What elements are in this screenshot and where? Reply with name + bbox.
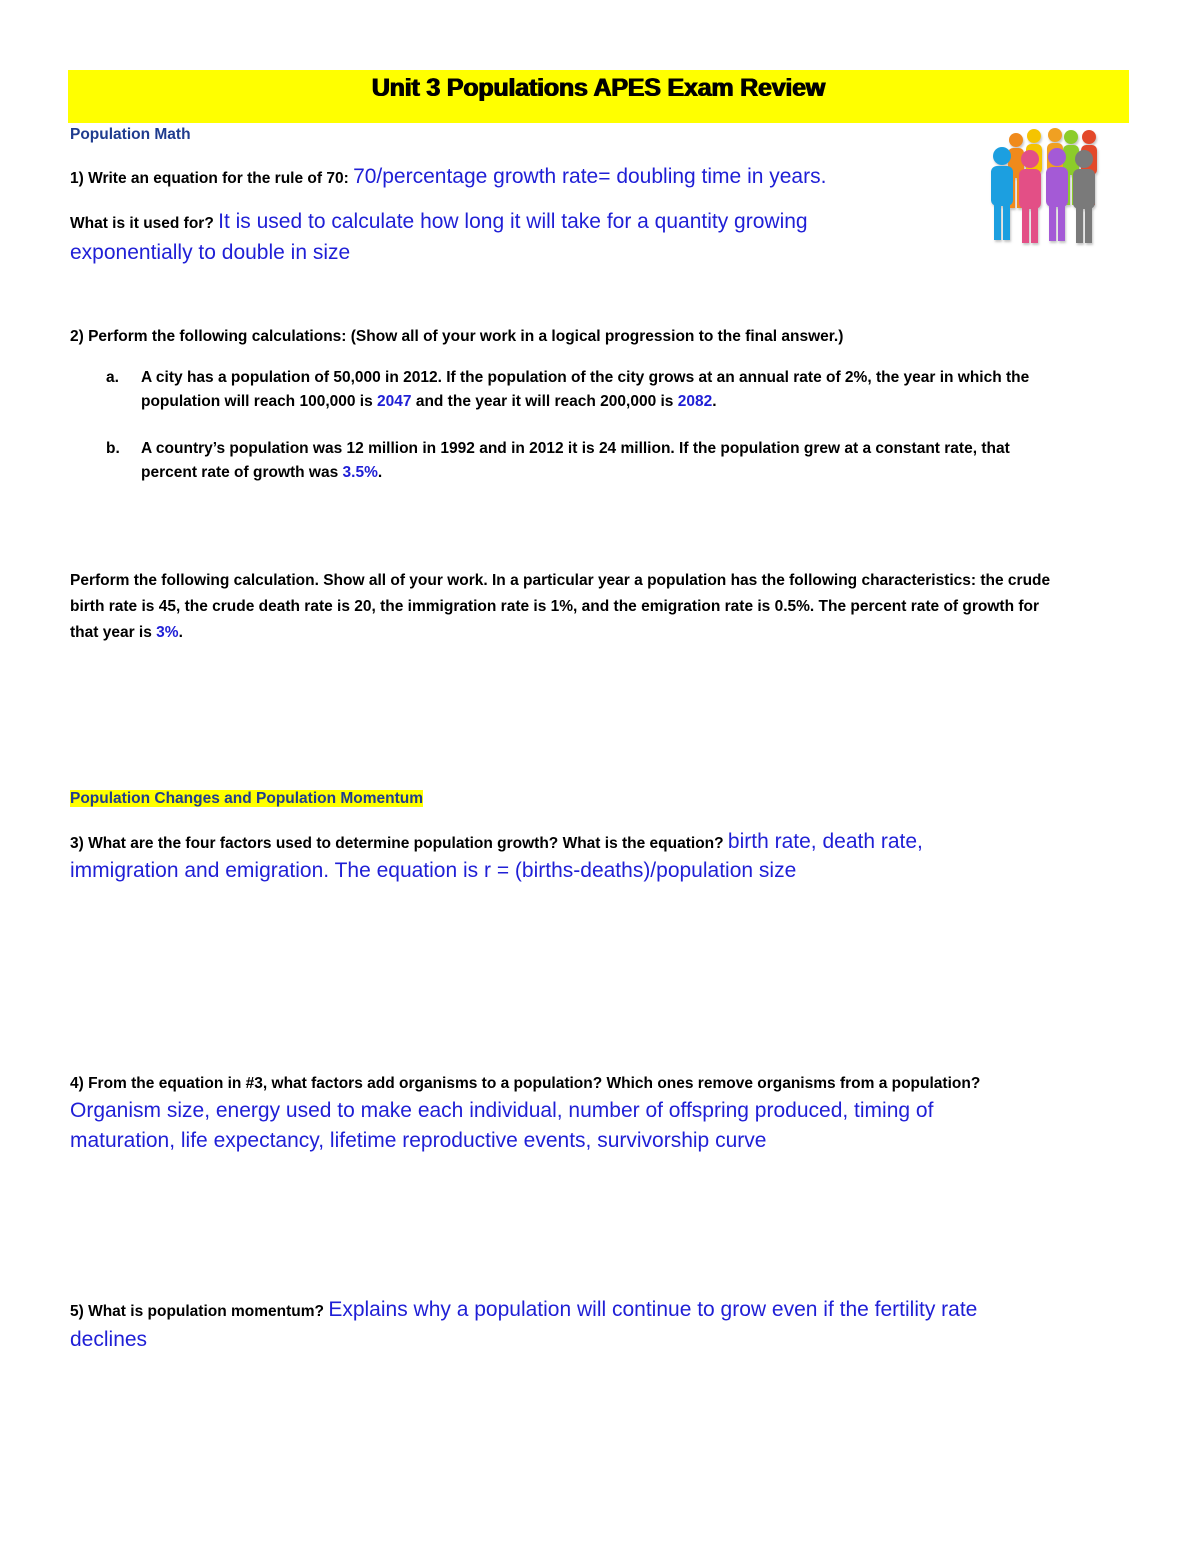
question-4: 4) From the equation in #3, what factors add organisms to a population? Which ones remove organisms from a population? [70,1075,981,1092]
question-3: 3) What are the four factors used to determine population growth? What is the equation? birth rate, death rate, [70,830,923,853]
question-1-use: What is it used for? It is used to calculate how long it will take for a quantity growing [70,210,808,233]
question-1-use-line2 [70,240,1135,268]
page-title: Unit 3 Populations APES Exam Review [371,74,826,102]
q5-answer-line2: declines [70,1328,148,1351]
question-1: 1) Write an equation for the rule of 70: 70/percentage growth rate= doubling time in years. [70,165,827,188]
question-2a: a. A city has a population of 50,000 in 2012. If the population of the city grows at an annual rate of 2%, the year in which the population will reach 100,000 is 2047 and the year it will reach 200,000 is 2082. [106,369,1030,410]
q5-answer-line1: Explains why a population will continue to grow even if the fertility rate [328,1298,978,1321]
q2a-answer-2082: 2082 [677,393,713,410]
q2a-answer-2047: 2047 [377,393,412,410]
q1-use-answer-line2: exponentially to double in size [70,241,351,264]
question-4-answer [70,1098,1135,1126]
q4-answer-line1: Organism size, energy used to make each individual, number of offspring produced, timing of [70,1099,934,1122]
question-4-answer-line2 [70,1128,1135,1156]
question-5-line2 [70,1327,1135,1355]
q1-answer: 70/percentage growth rate= doubling time in years. [353,165,827,188]
q3-answer-line1: birth rate, death rate, [727,830,923,853]
question-5: 5) What is population momentum? Explains why a population will continue to grow even if the fertility rate [70,1298,978,1321]
section-heading-population-changes: Population Changes and Population Momentum [70,790,424,807]
section-heading-population-math: Population Math [70,126,191,143]
question-2: 2) Perform the following calculations: (Show all of your work in a logical progression to the final answer.) [70,328,844,345]
q1-use-answer-line1: It is used to calculate how long it will take for a quantity growing [218,210,808,233]
calc-answer: 3% [156,624,179,641]
question-3-line2 [70,858,1135,886]
calculation-paragraph: Perform the following calculation. Show all of your work. In a particular year a population has the following characteristics: the crude birth rate is 45, the crude death rate is 20, the immigration rate is 1%, and the emigration rate is 0.5%. The percent rate of growth for that year is 3%. [70,572,1051,641]
q2b-answer: 3.5% [342,464,378,481]
question-2b: b. A country’s population was 12 million in 1992 and in 2012 it is 24 million. If the population grew at a constant rate, that percent rate of growth was 3.5%. [106,440,1010,481]
q4-answer-line2: maturation, life expectancy, lifetime reproductive events, survivorship curve [70,1129,767,1152]
q3-answer-line2: immigration and emigration. The equation is r = (births-deaths)/population size [70,859,797,882]
